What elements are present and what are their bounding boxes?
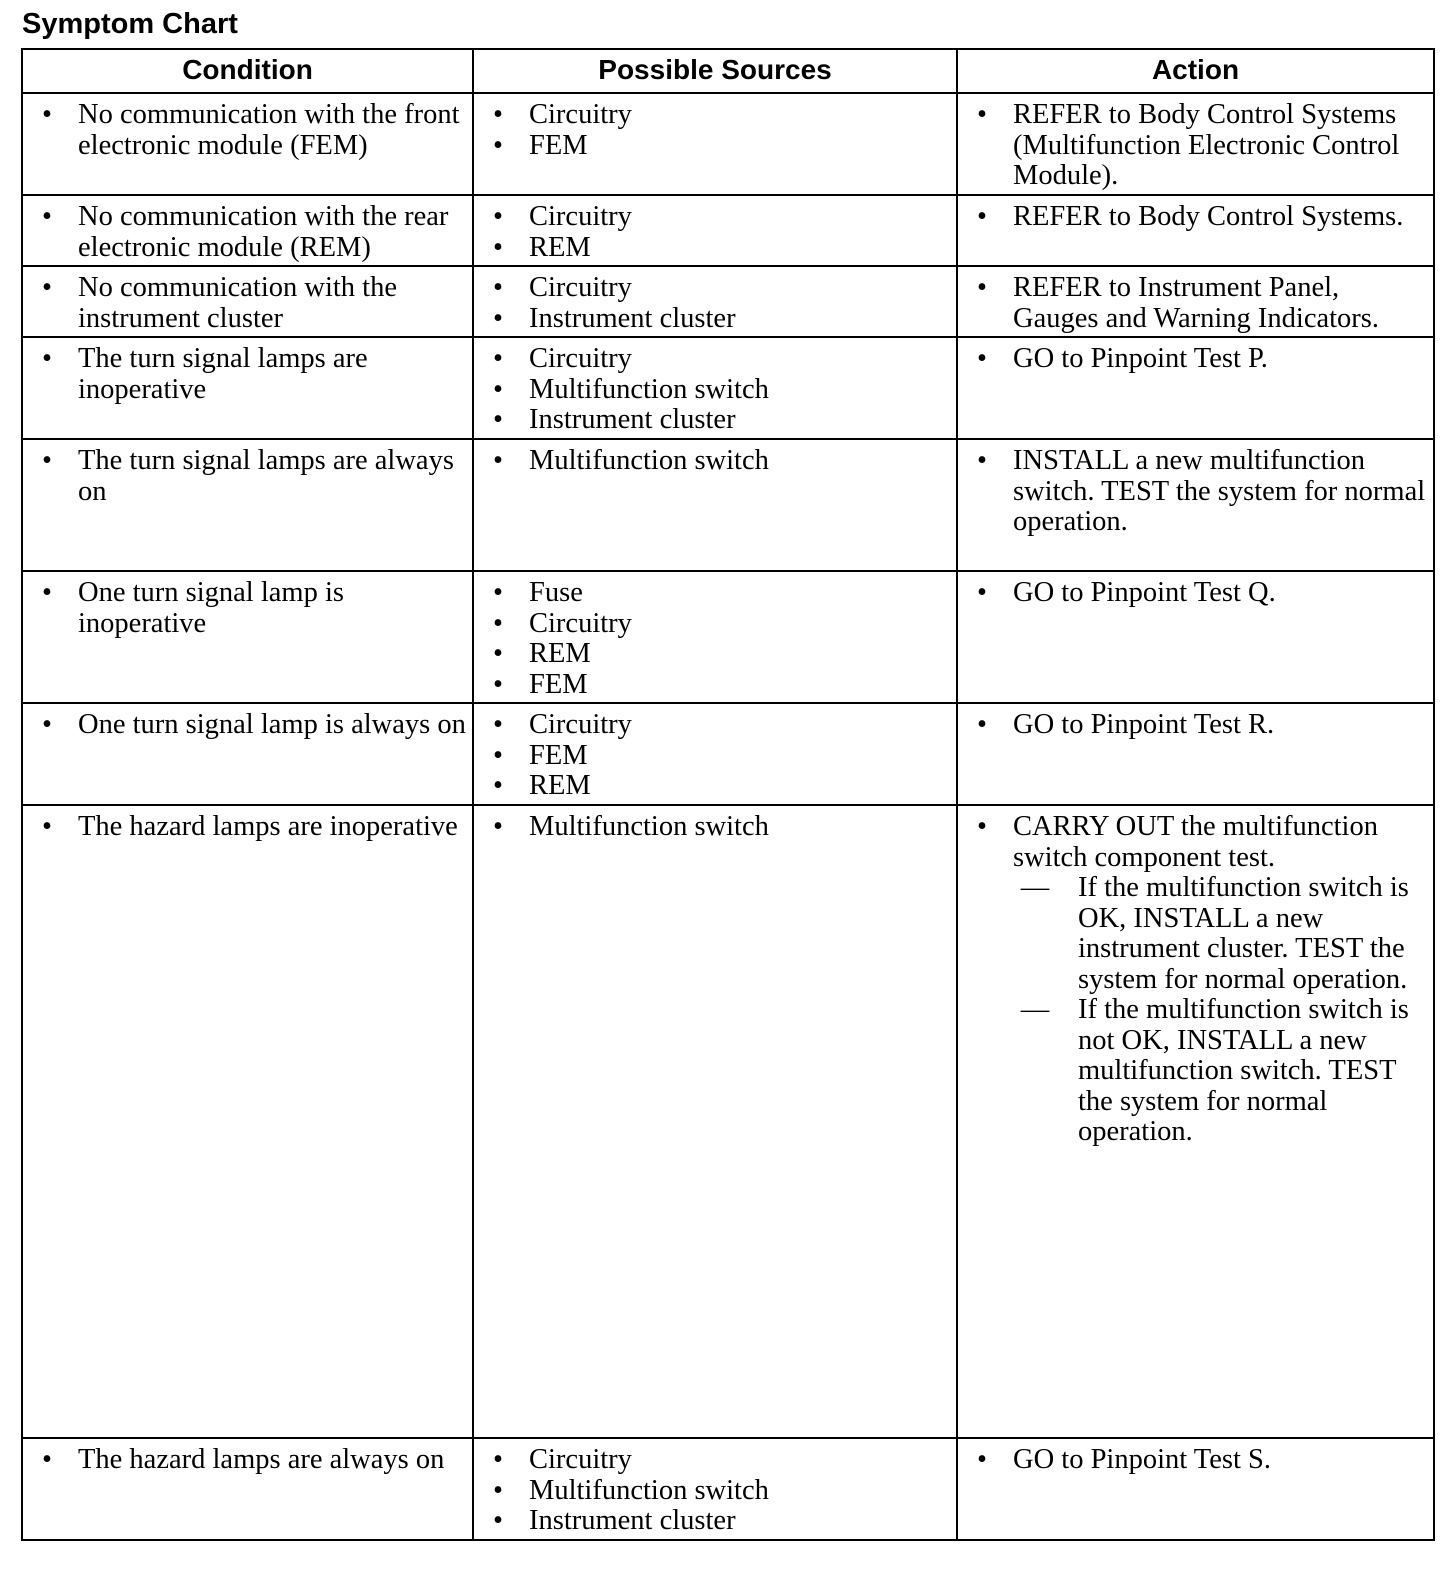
sources-cell [473,1438,957,1540]
source-item [474,609,956,640]
action-item-text: GO to Pinpoint Test R. [1013,709,1275,740]
bullet-icon: • [493,709,503,740]
action-cell [957,703,1434,805]
action-item [958,344,1433,375]
condition-item-text: The hazard lamps are always on [78,1444,445,1475]
condition-item [23,1445,472,1476]
sources-cell [473,703,957,805]
header-possible-sources: Possible Sources [473,49,957,93]
action-item [958,710,1433,741]
source-item-text: REM [529,638,591,669]
table-row [22,571,1434,703]
source-item [474,741,956,772]
condition-item [23,202,472,263]
bullet-icon: • [493,577,503,608]
condition-item-text: The turn signal lamps are always on [78,445,454,507]
bullet-icon: • [42,343,52,374]
bullet-icon: • [493,607,503,639]
sources-cell [473,93,957,195]
action-item-text: REFER to Body Control Systems (Multifunction Electronic Control Module). [1013,99,1400,191]
symptom-chart-table [21,48,1435,1541]
source-item [474,578,956,609]
source-item-text: Circuitry [529,99,632,130]
action-item [958,446,1433,538]
condition-item [23,273,472,334]
condition-cell [22,571,473,703]
bullet-icon: • [493,739,503,771]
condition-cell [22,195,473,266]
source-item [474,1476,956,1507]
sources-cell [473,337,957,439]
table-row [22,439,1434,571]
source-item [474,710,956,741]
source-item [474,273,956,304]
action-item-text: GO to Pinpoint Test P. [1013,343,1268,374]
condition-item-text: The hazard lamps are inoperative [78,811,458,842]
action-cell [957,337,1434,439]
source-item-text: FEM [529,668,588,700]
source-item [474,670,956,701]
bullet-icon: • [493,272,503,303]
action-subitem [1013,995,1427,1148]
bullet-icon: • [42,1444,52,1475]
table-row [22,703,1434,805]
action-cell [957,93,1434,195]
bullet-icon: • [977,201,987,232]
bullet-icon: • [42,272,52,303]
condition-cell [22,266,473,337]
condition-item [23,446,472,507]
page-title: Symptom Chart [22,8,238,40]
source-item-text: Multifunction switch [529,1474,769,1506]
bullet-icon: • [493,302,503,334]
bullet-icon: • [493,231,503,263]
condition-item-text: One turn signal lamp is always on [78,709,466,740]
bullet-icon: • [493,201,503,232]
condition-item-text: The turn signal lamps are inoperative [78,343,368,405]
action-cell [957,439,1434,571]
condition-item [23,100,472,161]
condition-cell [22,703,473,805]
bullet-icon: • [493,373,503,405]
table-row [22,805,1434,1438]
bullet-icon: • [42,577,52,608]
condition-item [23,710,472,741]
source-item [474,344,956,375]
source-item-text: Circuitry [529,343,632,374]
sources-cell [473,195,957,266]
condition-item [23,344,472,405]
action-subitem [1013,873,1427,995]
source-item-text: Multifunction switch [529,445,769,476]
source-item [474,1506,956,1537]
source-item [474,771,956,802]
condition-item-text: One turn signal lamp is inoperative [78,577,344,639]
bullet-icon: • [977,709,987,740]
action-item-text: INSTALL a new multifunction switch. TEST the system for normal operation. [1013,445,1426,537]
action-item-text: CARRY OUT the multifunction switch component test. [1013,811,1378,873]
source-item-text: Instrument cluster [529,302,736,334]
table-row [22,337,1434,439]
source-item [474,304,956,335]
condition-item [23,578,472,639]
source-item-text: FEM [529,129,588,161]
condition-cell [22,805,473,1438]
source-item-text: REM [529,231,591,263]
source-item-text: Instrument cluster [529,1505,736,1536]
source-item-text: Instrument cluster [529,404,736,435]
action-cell [957,1438,1434,1540]
source-item [474,233,956,264]
bullet-icon: • [42,445,52,476]
table-header-row [22,49,1434,93]
source-item-text: Circuitry [529,607,632,639]
action-item [958,578,1433,609]
source-item-text: Multifunction switch [529,811,769,842]
bullet-icon: • [493,1505,503,1536]
condition-cell [22,93,473,195]
source-item [474,131,956,162]
bullet-icon: • [493,1444,503,1475]
sources-cell [473,266,957,337]
bullet-icon: • [493,770,503,801]
bullet-icon: • [977,272,987,303]
bullet-icon: • [42,201,52,232]
source-item-text: Multifunction switch [529,373,769,405]
action-item-text: REFER to Body Control Systems. [1013,201,1404,232]
table-row [22,93,1434,195]
table-row [22,266,1434,337]
bullet-icon: • [42,709,52,740]
sources-cell [473,439,957,571]
action-item-text: GO to Pinpoint Test S. [1013,1444,1271,1475]
bullet-icon: • [42,811,52,842]
condition-item-text: No communication with the instrument cluster [78,272,397,334]
action-item [958,202,1433,233]
bullet-icon: • [493,638,503,669]
dash-icon: — [1020,994,1050,1025]
table-row [22,1438,1434,1540]
source-item-text: REM [529,770,591,801]
condition-item-text: No communication with the rear electronic module (REM) [78,201,449,263]
bullet-icon: • [493,811,503,842]
dash-icon: — [1020,872,1050,903]
action-subitem-text: If the multifunction switch is OK, INSTALL a new instrument cluster. TEST the system for normal operation. [1078,872,1409,995]
action-subitem-text: If the multifunction switch is not OK, INSTALL a new multifunction switch. TEST the system for normal operation. [1078,994,1409,1147]
sources-cell [473,805,957,1438]
action-item-text: REFER to Instrument Panel, Gauges and Warning Indicators. [1013,272,1379,334]
source-item-text: FEM [529,739,588,771]
action-cell [957,571,1434,703]
bullet-icon: • [493,445,503,476]
source-item-text: Fuse [529,577,583,608]
bullet-icon: • [42,99,52,130]
source-item [474,100,956,131]
source-item-text: Circuitry [529,1444,632,1475]
action-item [958,1445,1433,1476]
bullet-icon: • [493,668,503,700]
condition-item-text: No communication with the front electronic module (FEM) [78,99,460,161]
source-item [474,446,956,477]
bullet-icon: • [977,343,987,374]
table-body [22,93,1434,1540]
bullet-icon: • [493,343,503,374]
sources-cell [473,571,957,703]
action-item [958,812,1433,1148]
source-item-text: Circuitry [529,201,632,232]
bullet-icon: • [977,1444,987,1475]
source-item [474,405,956,436]
action-item [958,273,1433,334]
source-item-text: Circuitry [529,272,632,303]
bullet-icon: • [977,99,987,130]
bullet-icon: • [977,577,987,608]
action-cell [957,805,1434,1438]
source-item-text: Circuitry [529,709,632,740]
bullet-icon: • [977,445,987,476]
source-item [474,812,956,843]
source-item [474,375,956,406]
action-cell [957,195,1434,266]
header-action: Action [957,49,1434,93]
source-item [474,1445,956,1476]
bullet-icon: • [493,1474,503,1506]
bullet-icon: • [493,99,503,130]
source-item [474,202,956,233]
source-item [474,639,956,670]
condition-cell [22,337,473,439]
action-item [958,100,1433,192]
condition-item [23,812,472,843]
action-item-text: GO to Pinpoint Test Q. [1013,577,1276,608]
bullet-icon: • [493,404,503,435]
bullet-icon: • [493,129,503,161]
bullet-icon: • [977,811,987,842]
condition-cell [22,1438,473,1540]
action-cell [957,266,1434,337]
condition-cell [22,439,473,571]
table-row [22,195,1434,266]
header-condition: Condition [22,49,473,93]
